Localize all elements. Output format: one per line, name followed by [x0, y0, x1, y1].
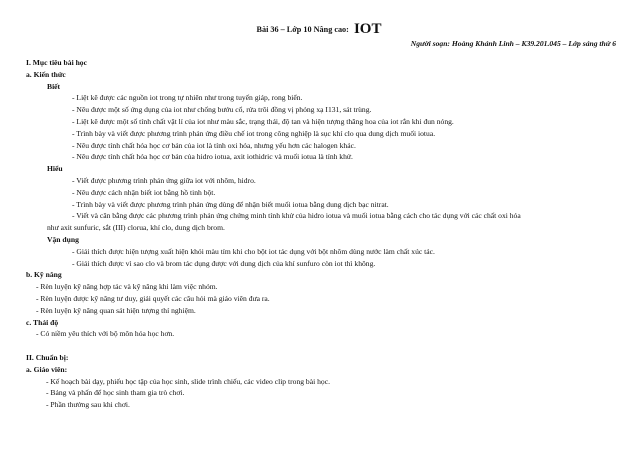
lesson-title-main: IOT [353, 21, 382, 37]
understand-label: Hiểu [47, 164, 63, 174]
apply-item: - Giải thích được hiện tượng xuất hiện khói màu tím khi cho bột iot tác dụng với bột nhôm dùng nước làm chất xúc tác. [72, 246, 435, 256]
author-line: Người soạn: Hoàng Khánh Linh – K39.201.045 – Lớp sáng thứ 6 [410, 39, 616, 48]
document-body [26, 59, 626, 413]
apply-item: - Giải thích được vì sao clo và brom tác dụng được với dung dịch của khí sunfuro còn iot thì không. [72, 258, 376, 268]
skills-item: - Rèn luyện được kỹ năng tư duy, giải quyết các câu hỏi mà giáo viên đưa ra. [36, 293, 270, 303]
skills-item: - Rèn luyện kỹ năng hợp tác và kỹ năng khi làm việc nhóm. [36, 282, 218, 292]
skills-item: - Rèn luyện kỹ năng quan sát hiện tượng thí nghiệm. [36, 305, 196, 315]
know-item: - Nêu được tính chất hóa học cơ bản của iot là tính oxi hóa, nhưng yếu hơn các halogen khác. [72, 140, 356, 150]
section-1-heading: I. Mục tiêu bài học [26, 58, 87, 67]
know-item: - Trình bày và viết được phương trình phản ứng điều chế iot trong công nghiệp là sục khí clo qua dung dịch muối iotua. [72, 128, 436, 138]
know-item: - Nêu được một số ứng dụng của iot như chống bướu cổ, rửa trôi đồng vị phóng xạ I131, sát trùng. [72, 105, 372, 115]
understand-item: - Nêu được cách nhận biết iot bằng hồ tinh bột. [72, 187, 216, 197]
apply-label: Vận dụng [47, 234, 79, 244]
teacher-item: - Bảng và phấn để học sinh tham gia trò chơi. [46, 388, 185, 398]
know-item: - Nêu được tính chất hóa học cơ bản của hidro iotua, axit iothidric và muối iotua là tính khử. [72, 152, 353, 162]
lesson-title-prefix: Bài 36 – Lớp 10 Nâng cao: [256, 25, 349, 34]
understand-item: - Viết được phương trình phản ứng giữa iot với nhôm, hidro. [72, 175, 256, 185]
teacher-item: - Phần thưởng sau khi chơi. [46, 400, 130, 410]
understand-item-continuation: như axit sunfuric, sắt (III) clorua, khí clo, dung dịch brom. [47, 223, 225, 233]
know-label: Biết [47, 81, 61, 91]
skills-heading: b. Kỹ năng [26, 270, 62, 280]
know-item: - Liệt kê được các nguồn iot trong tự nhiên như trong tuyến giáp, rong biển. [72, 93, 303, 103]
teacher-item: - Kế hoạch bài dạy, phiếu học tập của học sinh, slide trình chiếu, các video clip trong bài học. [46, 376, 330, 386]
attitude-heading: c. Thái độ [26, 317, 59, 327]
section-2-heading: II. Chuẩn bị: [26, 352, 69, 362]
lesson-title [0, 22, 638, 37]
understand-item: - Viết và cân bằng được các phương trình phản ứng chứng minh tính khử của hidro iotua và muối iotua bằng cách cho tác dụng với các chất oxi hóa [72, 211, 521, 221]
know-item: - Liệt kê được một số tính chất vật lí của iot như màu sắc, trạng thái, độ tan và hiện tượng thăng hoa của iot rắn khi đun nóng. [72, 116, 454, 126]
understand-item: - Trình bày và viết được phương trình phản ứng dùng để nhận biết muối iotua bằng dung dịch bạc nitrat. [72, 199, 389, 209]
attitude-item: - Có niềm yêu thích với bộ môn hóa học hơn. [36, 329, 175, 339]
spacer [26, 342, 626, 354]
knowledge-heading: a. Kiến thức [26, 69, 66, 79]
teacher-heading: a. Giáo viên: [26, 364, 68, 374]
